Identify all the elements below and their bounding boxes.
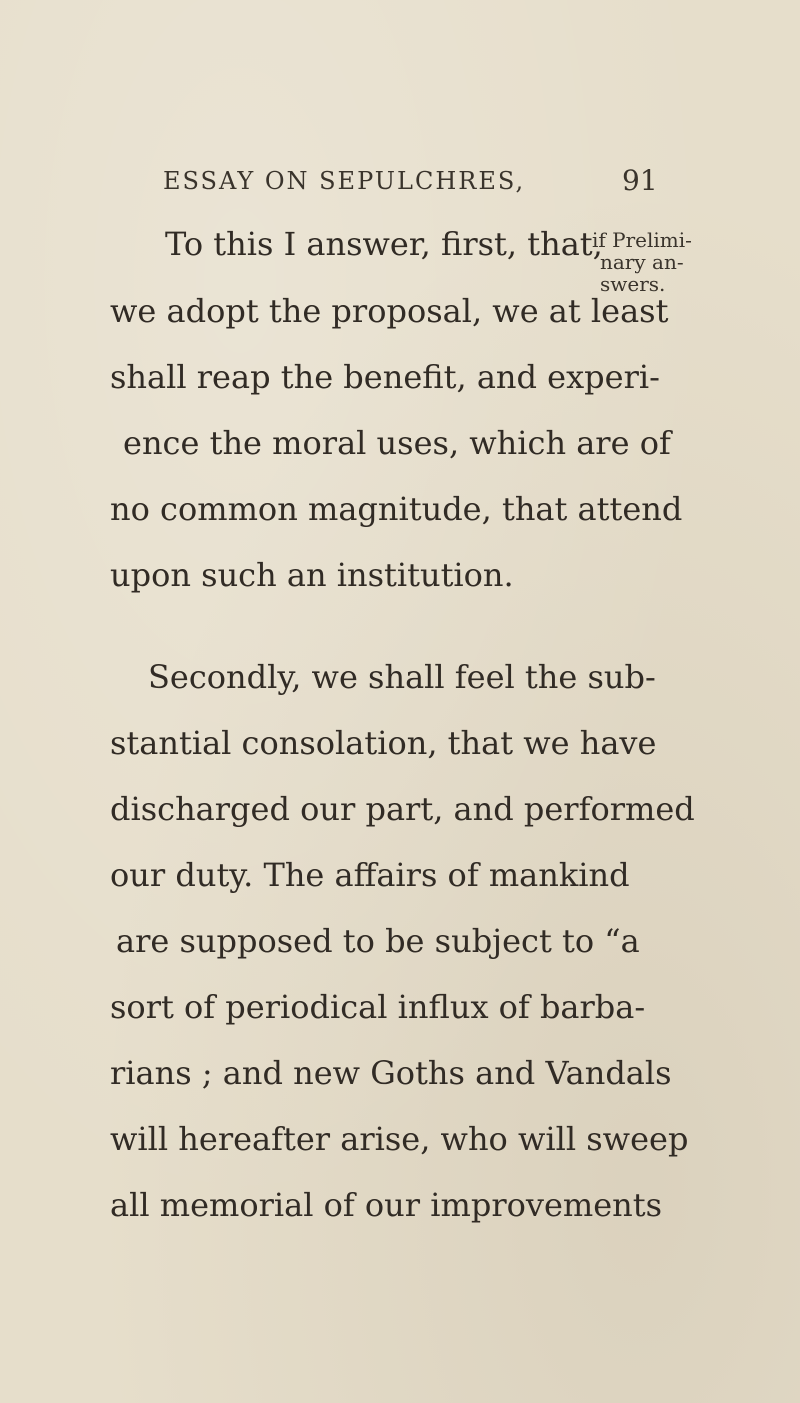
text-line: are supposed to be subject to “a (116, 922, 640, 960)
margin-note-line: swers. (600, 272, 666, 296)
text-line: will hereafter arise, who will sweep (110, 1120, 689, 1158)
margin-note (592, 230, 692, 294)
text-line: To this I answer, first, that, (165, 225, 603, 263)
margin-note-line: if Prelimi- (592, 228, 692, 252)
text-line: rians ; and new Goths and Vandals (110, 1054, 672, 1092)
text-line: ence the moral uses, which are of (123, 424, 671, 462)
page-number: 91 (622, 164, 658, 197)
text-line: sort of periodical influx of barba- (110, 988, 646, 1026)
running-head: ESSAY ON SEPULCHRES, (163, 167, 526, 195)
text-line: stantial consolation, that we have (110, 724, 657, 762)
text-line: shall reap the benefit, and experi- (110, 358, 660, 396)
text-line: no common magnitude, that attend (110, 490, 683, 528)
text-line: discharged our part, and performed (110, 790, 695, 828)
text-line: upon such an institution. (110, 556, 514, 594)
text-line: our duty. The affairs of mankind (110, 856, 630, 894)
text-line: all memorial of our improvements (110, 1186, 663, 1224)
text-line: we adopt the proposal, we at least (110, 292, 669, 330)
margin-note-line: nary an- (600, 250, 684, 274)
text-line: Secondly, we shall feel the sub- (148, 658, 656, 696)
